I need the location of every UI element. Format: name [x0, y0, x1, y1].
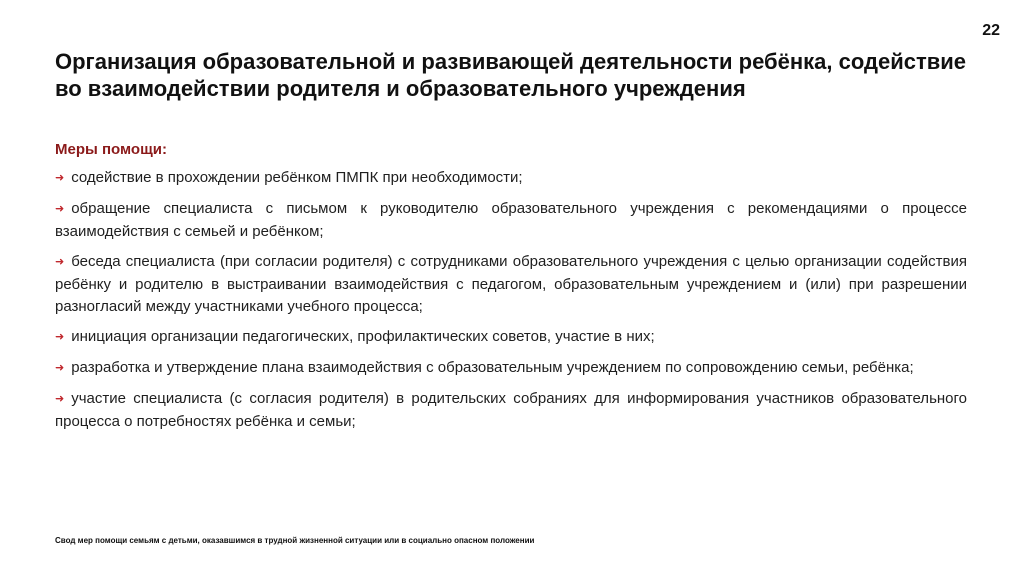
list-item [55, 167, 967, 190]
slide-title: Организация образовательной и развивающей деятельности ребёнка, содействие во взаимодействии родителя и образовательного учреждения [55, 49, 967, 101]
right-arrow-icon: ➜ [55, 393, 65, 405]
footer-caption: Свод мер помощи семьям с детьми, оказавшимся в трудной жизненной ситуации или в социально опасном положении [55, 536, 535, 545]
list-item [55, 251, 967, 318]
measures-heading: Меры помощи: [55, 141, 167, 158]
right-arrow-icon: ➜ [55, 172, 65, 184]
list-item-text: инициация организации педагогических, профилактических советов, участие в них; [71, 328, 655, 345]
list-item-text: разработка и утверждение плана взаимодействия с образовательным учреждением по сопровождению семьи, ребёнка; [71, 359, 914, 376]
list-item [55, 326, 967, 349]
list-item-text: обращение специалиста с письмом к руководителю образовательного учреждения с рекомендациями о процессе взаимодействия с семьей и ребёнком; [55, 200, 967, 240]
measures-list [55, 167, 967, 441]
right-arrow-icon: ➜ [55, 256, 65, 268]
list-item [55, 388, 967, 433]
list-item [55, 198, 967, 243]
right-arrow-icon: ➜ [55, 331, 65, 343]
page-number: 22 [982, 22, 1000, 39]
list-item [55, 357, 967, 380]
right-arrow-icon: ➜ [55, 362, 65, 374]
list-item-text: участие специалиста (с согласия родителя) в родительских собраниях для информирования участников образовательного процесса о потребностях ребёнка и семьи; [55, 390, 967, 430]
list-item-text: содействие в прохождении ребёнком ПМПК при необходимости; [71, 169, 523, 186]
list-item-text: беседа специалиста (при согласии родителя) с сотрудниками образовательного учреждения с целью организации содействия ребёнку и родителю в выстраивании взаимодействия с педагогом, образовательным учреждением и (или) при разрешении разногласий между участниками учебного процесса; [55, 253, 967, 315]
right-arrow-icon: ➜ [55, 203, 65, 215]
